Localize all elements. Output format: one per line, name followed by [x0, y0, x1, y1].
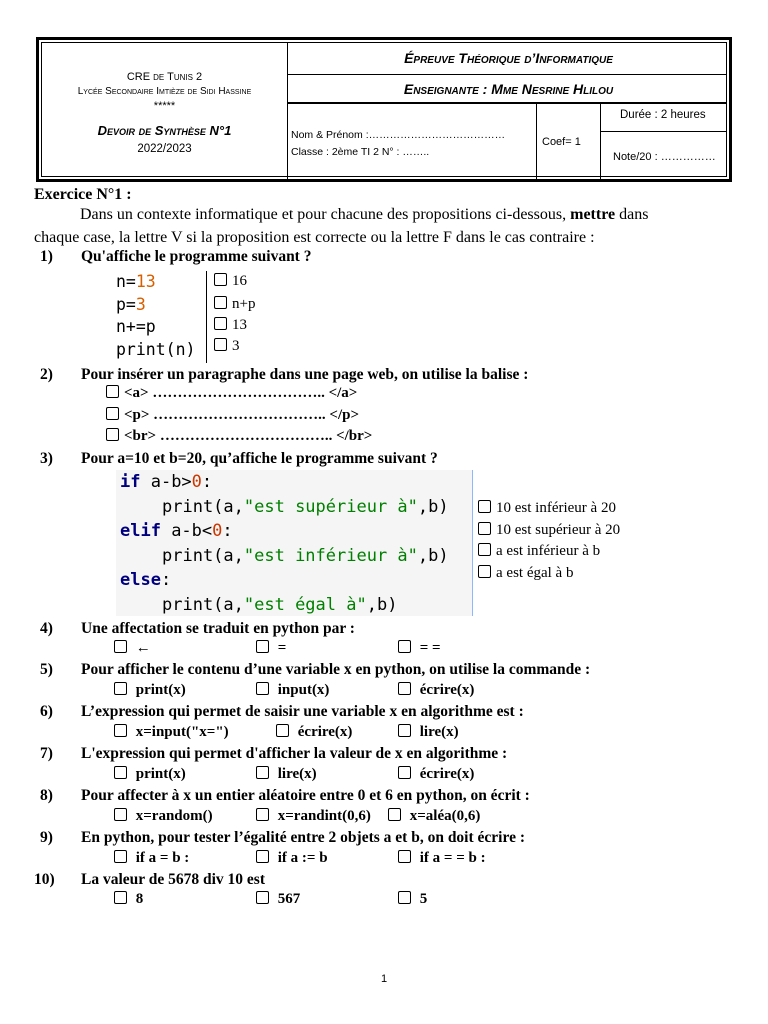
q5-number: 5) — [40, 661, 53, 678]
duree-label: Durée : 2 heures — [620, 109, 706, 121]
q8-text: Pour affecter à x un entier aléatoire entre 0 et 6 en python, on écrit : — [81, 787, 530, 804]
q6-number: 6) — [40, 703, 53, 720]
checkbox[interactable] — [106, 428, 119, 441]
school-year: 2022/2023 — [137, 143, 192, 155]
q1-option-2[interactable]: n+p — [214, 296, 255, 313]
stars: ***** — [153, 100, 176, 112]
exam-header — [36, 37, 732, 182]
checkbox[interactable] — [114, 808, 127, 821]
q1-code-line-4: print(n) — [116, 339, 196, 359]
checkbox[interactable] — [478, 565, 491, 578]
q1-text: Qu'affiche le programme suivant ? — [81, 248, 312, 265]
q3-option-3[interactable]: a est inférieur à b — [478, 543, 600, 560]
checkbox[interactable] — [114, 850, 127, 863]
header-row-line-2 — [288, 102, 726, 104]
q7-number: 7) — [40, 745, 53, 762]
checkbox[interactable] — [256, 640, 269, 653]
q4-option-3[interactable]: = = — [398, 640, 441, 657]
q3-option-4[interactable]: a est égal à b — [478, 565, 573, 582]
q6-text: L’expression qui permet de saisir une variable x en algorithme est : — [81, 703, 524, 720]
q10-text: La valeur de 5678 div 10 est — [81, 871, 265, 888]
q9-option-1[interactable]: if a = b : — [114, 850, 189, 867]
q3-code-line-1: if a-b>0: — [120, 472, 213, 492]
q3-text: Pour a=10 et b=20, qu’affiche le programme suivant ? — [81, 450, 438, 467]
checkbox[interactable] — [398, 724, 411, 737]
checkbox[interactable] — [114, 891, 127, 904]
nom-field: Nom & Prénom :………………………………… — [291, 129, 506, 141]
coef-label: Coef= 1 — [542, 136, 581, 148]
checkbox[interactable] — [398, 850, 411, 863]
exercise-title: Exercice N°1 : — [34, 186, 132, 203]
checkbox[interactable] — [256, 850, 269, 863]
checkbox[interactable] — [478, 522, 491, 535]
checkbox[interactable] — [276, 724, 289, 737]
classe-field: Classe : 2ème TI 2 N° : …….. — [291, 146, 430, 158]
checkbox[interactable] — [114, 682, 127, 695]
header-inner-border — [41, 42, 727, 177]
q5-text: Pour afficher le contenu d’une variable x en python, on utilise la commande : — [81, 661, 591, 678]
q1-option-1[interactable]: 16 — [214, 273, 247, 290]
devoir-title: Devoir de Synthèse N°1 — [97, 123, 232, 138]
q6-option-2[interactable]: écrire(x) — [276, 724, 352, 741]
q2-option-2[interactable]: <p> …………………………….. </p> — [106, 407, 359, 424]
q5-option-3[interactable]: écrire(x) — [398, 682, 474, 699]
q3-option-1[interactable]: 10 est inférieur à 20 — [478, 500, 616, 517]
q1-number: 1) — [40, 248, 53, 265]
exercise-intro-line-1: Dans un contexte informatique et pour chacune des propositions ci-dessous, mettre dans — [80, 206, 649, 223]
q1-code-line-3: n+=p — [116, 317, 156, 336]
header-divider-3 — [600, 104, 601, 180]
note-label: Note/20 : …………… — [613, 151, 716, 163]
checkbox[interactable] — [256, 891, 269, 904]
q5-option-1[interactable]: print(x) — [114, 682, 186, 699]
lycee-label: Lycée Secondaire Imtièze de Sidi Hassine — [77, 86, 252, 97]
q8-option-2[interactable]: x=randint(0,6) — [256, 808, 371, 825]
q10-number: 10) — [34, 871, 55, 888]
q1-code-line-1: n=13 — [116, 272, 156, 291]
q7-option-2[interactable]: lire(x) — [256, 766, 317, 783]
q2-number: 2) — [40, 366, 53, 383]
q9-number: 9) — [40, 829, 53, 846]
q3-code-line-5: else: — [120, 570, 172, 591]
q4-option-2[interactable]: = — [256, 640, 286, 657]
q3-code — [116, 470, 473, 616]
q1-option-4[interactable]: 3 — [214, 338, 240, 355]
q8-option-1[interactable]: x=random() — [114, 808, 213, 825]
q1-code-line-2: p=3 — [116, 294, 146, 314]
checkbox[interactable] — [106, 407, 119, 420]
exercise-intro-line-2: chaque case, la lettre V si la proposition est correcte ou la lettre F dans le cas contraire : — [34, 229, 595, 246]
q9-option-3[interactable]: if a = = b : — [398, 850, 486, 867]
q3-number: 3) — [40, 450, 53, 467]
q7-option-1[interactable]: print(x) — [114, 766, 186, 783]
checkbox[interactable] — [478, 500, 491, 513]
q3-code-line-3: elif a-b<0: — [120, 521, 233, 542]
cre-label: CRE de Tunis 2 — [126, 71, 203, 83]
epreuve-title: Épreuve Théorique d’Informatique — [404, 50, 613, 66]
q10-option-1[interactable]: 8 — [114, 891, 143, 908]
checkbox[interactable] — [106, 385, 119, 398]
checkbox[interactable] — [388, 808, 401, 821]
q3-option-2[interactable]: 10 est supérieur à 20 — [478, 522, 620, 539]
q10-option-2[interactable]: 567 — [256, 891, 300, 908]
q2-option-3[interactable]: <br> …………………………….. </br> — [106, 428, 372, 445]
q4-number: 4) — [40, 620, 53, 637]
checkbox[interactable] — [398, 682, 411, 695]
q7-option-3[interactable]: écrire(x) — [398, 766, 474, 783]
q6-option-1[interactable]: x=input("x=") — [114, 724, 229, 741]
checkbox[interactable] — [214, 273, 227, 286]
q5-option-2[interactable]: input(x) — [256, 682, 329, 699]
checkbox[interactable] — [114, 724, 127, 737]
q1-option-3[interactable]: 13 — [214, 317, 247, 334]
q4-option-1[interactable]: ← — [114, 640, 151, 657]
q2-option-1[interactable]: <a> …………………………….. </a> — [106, 385, 357, 402]
q3-code-line-6: print(a,"est égal à",b) — [162, 594, 398, 615]
checkbox[interactable] — [214, 317, 227, 330]
q7-text: L'expression qui permet d'afficher la valeur de x en algorithme : — [81, 745, 508, 762]
checkbox[interactable] — [398, 891, 411, 904]
q9-option-2[interactable]: if a := b — [256, 850, 328, 867]
q8-option-3[interactable]: x=aléa(0,6) — [388, 808, 480, 825]
header-divider-2 — [536, 104, 537, 180]
checkbox[interactable] — [114, 766, 127, 779]
checkbox[interactable] — [256, 808, 269, 821]
checkbox[interactable] — [214, 296, 227, 309]
checkbox[interactable] — [398, 766, 411, 779]
q3-code-line-2: print(a,"est supérieur à",b) — [162, 496, 449, 517]
q1-code — [116, 271, 207, 363]
q3-code-line-4: print(a,"est inférieur à",b) — [162, 545, 449, 566]
checkbox[interactable] — [398, 640, 411, 653]
checkbox[interactable] — [256, 682, 269, 695]
header-row-line-3 — [600, 131, 726, 132]
enseignante-title: Enseignante : Mme Nesrine Hlilou — [403, 81, 614, 97]
checkbox[interactable] — [478, 543, 491, 556]
page-number: 1 — [381, 973, 388, 985]
header-row-line-1 — [288, 74, 726, 75]
q10-option-3[interactable]: 5 — [398, 891, 427, 908]
q6-option-3[interactable]: lire(x) — [398, 724, 459, 741]
q4-text: Une affectation se traduit en python par : — [81, 620, 355, 637]
checkbox[interactable] — [114, 640, 127, 653]
checkbox[interactable] — [214, 338, 227, 351]
q9-text: En python, pour tester l’égalité entre 2 objets a et b, on doit écrire : — [81, 829, 525, 846]
q2-text: Pour insérer un paragraphe dans une page web, on utilise la balise : — [81, 366, 529, 383]
checkbox[interactable] — [256, 766, 269, 779]
q8-number: 8) — [40, 787, 53, 804]
